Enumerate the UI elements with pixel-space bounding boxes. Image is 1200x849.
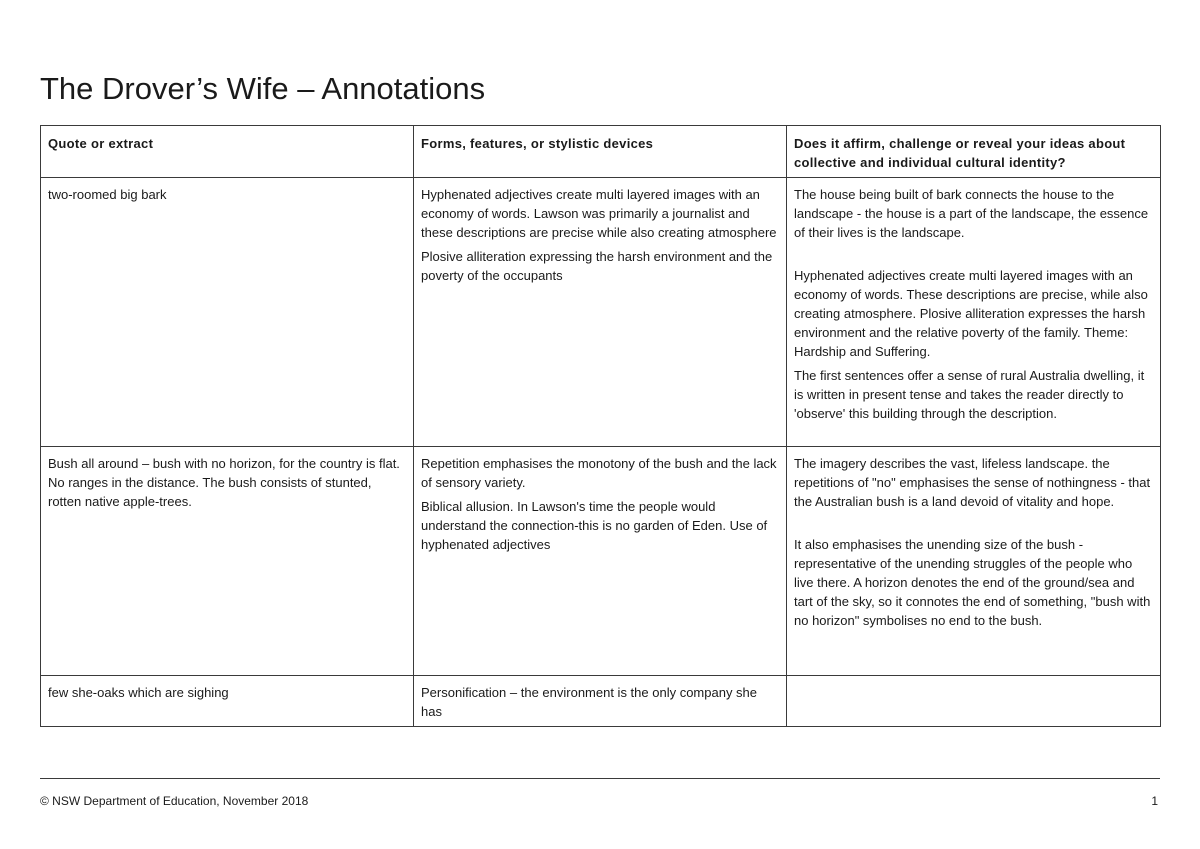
features-text: Plosive alliteration expressing the harsh environment and the poverty of the occupants bbox=[421, 249, 773, 283]
features-text: Hyphenated adjectives create multi layered images with an economy of words. Lawson was primarily a journalist and these descriptions are precise while also creating atmosphere bbox=[421, 187, 777, 240]
features-cell bbox=[414, 676, 787, 727]
footer-divider bbox=[40, 778, 1160, 779]
quote-cell bbox=[41, 447, 414, 676]
features-text: Biblical allusion. In Lawson's time the people would understand the connection-this is no garden of Eden. Use of hyphenated adjectives bbox=[421, 499, 768, 552]
page-title: The Drover’s Wife – Annotations bbox=[40, 71, 486, 106]
page-number: 1 bbox=[1151, 794, 1158, 808]
quote-cell bbox=[41, 676, 414, 727]
quote-text: few she-oaks which are sighing bbox=[48, 685, 229, 700]
table-row bbox=[41, 178, 1161, 447]
features-cell bbox=[414, 447, 787, 676]
features-text: Personification – the environment is the only company she has bbox=[421, 685, 758, 719]
features-cell bbox=[414, 178, 787, 447]
table-row bbox=[41, 676, 1161, 727]
header-identity: Does it affirm, challenge or reveal your ideas about collective and individual cultural identity? bbox=[787, 126, 1161, 178]
quote-cell bbox=[41, 178, 414, 447]
identity-cell bbox=[787, 447, 1161, 676]
identity-cell-empty bbox=[787, 676, 1161, 727]
header-features: Forms, features, or stylistic devices bbox=[414, 126, 787, 178]
quote-text: Bush all around – bush with no horizon, for the country is flat. No ranges in the distance. The bush consists of stunted, rotten native apple-trees. bbox=[48, 456, 400, 509]
header-quote: Quote or extract bbox=[41, 126, 414, 178]
identity-text: Hyphenated adjectives create multi layered images with an economy of words. These descriptions are precise, while also creating atmosphere. Plosive alliteration expresses the harsh environment and the relative poverty of the family. Theme: Hardship and Suffering. bbox=[794, 268, 1148, 359]
footer-copyright: © NSW Department of Education, November 2018 bbox=[40, 794, 309, 808]
quote-text: two-roomed big bark bbox=[48, 187, 167, 202]
identity-text: It also emphasises the unending size of the bush - representative of the unending struggles of the people who live there. A horizon denotes the end of the ground/sea and tart of the sky, so it connotes the end of something, "bush with no horizon" symbolises no end to the bush. bbox=[794, 537, 1151, 628]
identity-text: The first sentences offer a sense of rural Australia dwelling, it is written in present tense and takes the reader directly to 'observe' this building through the description. bbox=[794, 368, 1145, 421]
identity-text: The imagery describes the vast, lifeless landscape. the repetitions of "no" emphasises the sense of nothingness - that the Australian bush is a land devoid of vitality and hope. bbox=[794, 456, 1151, 509]
features-text: Repetition emphasises the monotony of the bush and the lack of sensory variety. bbox=[421, 456, 777, 490]
annotations-table bbox=[40, 125, 1161, 727]
identity-cell bbox=[787, 178, 1161, 447]
identity-text: The house being built of bark connects the house to the landscape - the house is a part of the landscape, the essence of their lives is the landscape. bbox=[794, 187, 1149, 240]
table-row bbox=[41, 447, 1161, 676]
table-header-row bbox=[41, 126, 1161, 178]
